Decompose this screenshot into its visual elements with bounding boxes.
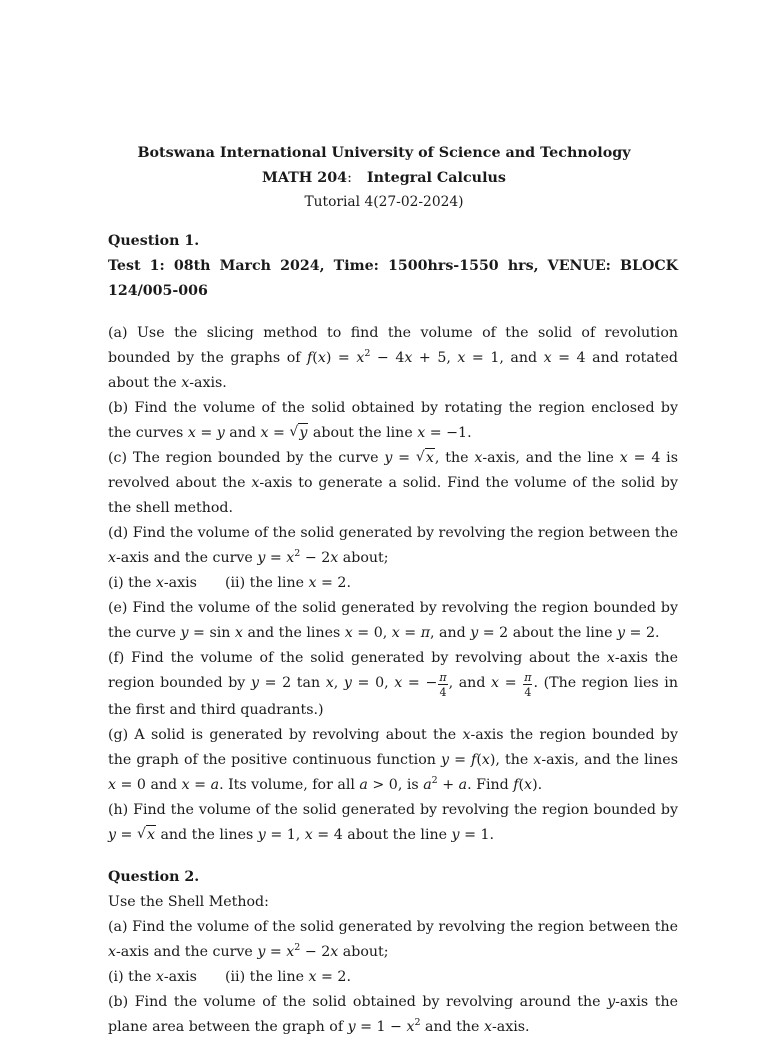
course-title <box>0 166 768 191</box>
university-name: Botswana International University of Science and Technology <box>137 145 631 161</box>
question-2a: (a) Find the volume of the solid generated by revolving the region between the x-axis and the curve $y = x^2 - 2x$ about; <box>108 919 678 960</box>
document-body <box>108 229 678 1040</box>
course-separator: : <box>347 169 352 186</box>
question-2-heading: Question 2. <box>108 869 200 885</box>
question-1b: (b) Find the volume of the solid obtained by rotating the region enclosed by the curves x = y and x = √ y about the line x = −1. <box>108 396 678 446</box>
document-header <box>0 141 768 215</box>
question-1d: (d) Find the volume of the solid generated by revolving the region between the x-axis and the curve $y = x^2 - 2x$ about; <box>108 525 678 566</box>
question-1-heading: Question 1. <box>108 233 200 249</box>
course-name: Integral Calculus <box>366 169 506 186</box>
test-announcement: Test 1: 08th March 2024, Time: 1500hrs-1550 hrs, VENUE: BLOCK 124/005-006 <box>108 258 678 299</box>
question-2a-subparts: (i) the x-axis (ii) the line x = 2. <box>108 969 351 985</box>
question-2b: (b) Find the volume of the solid obtained by revolving around the y-axis the plane area between the graph of $y = 1 - x^2$ and the x-axis. <box>108 994 678 1035</box>
question-1f: (f) Find the volume of the solid generated by revolving about the x-axis the region bounded by y = 2 tan x, y = 0, x = − $\frac{\pi}{4}$ , and x = $\frac{\pi}{4}$ . (The region lies in the first and third quadrants.) <box>108 650 678 718</box>
question-2-intro: Use the Shell Method: <box>108 894 269 910</box>
question-1h: (h) Find the volume of the solid generated by revolving the region bounded by y = √ x and the lines y = 1, x = 4 about the line y = 1. <box>108 798 678 848</box>
question-1g: (g) A solid is generated by revolving about the x-axis the region bounded by the graph of the positive continuous function y = f(x), the x-axis, and the lines x = 0 and x = a. Its volume, for all a > 0, is $a^2 + a$. Find f(x). <box>108 727 678 793</box>
question-1a: (a) Use the slicing method to find the volume of the solid of revolution bounded by the graphs of $f(x) = x^2 - 4x + 5$, x = 1, and x = 4 and rotated about the x-axis. <box>108 325 678 391</box>
question-1c: (c) The region bounded by the curve y = √ x, the x-axis, and the line x = 4 is revolved about the x-axis to generate a solid. Find the volume of the solid by the shell method. <box>108 446 678 521</box>
course-code: MATH 204 <box>262 169 348 186</box>
question-1e: (e) Find the volume of the solid generated by revolving the region bounded by the curve y = sin x and the lines x = 0, x = π, and y = 2 about the line y = 2. <box>108 600 678 641</box>
question-1d-subparts: (i) the x-axis (ii) the line x = 2. <box>108 575 351 591</box>
tutorial-date: Tutorial 4(27-02-2024) <box>304 194 464 210</box>
